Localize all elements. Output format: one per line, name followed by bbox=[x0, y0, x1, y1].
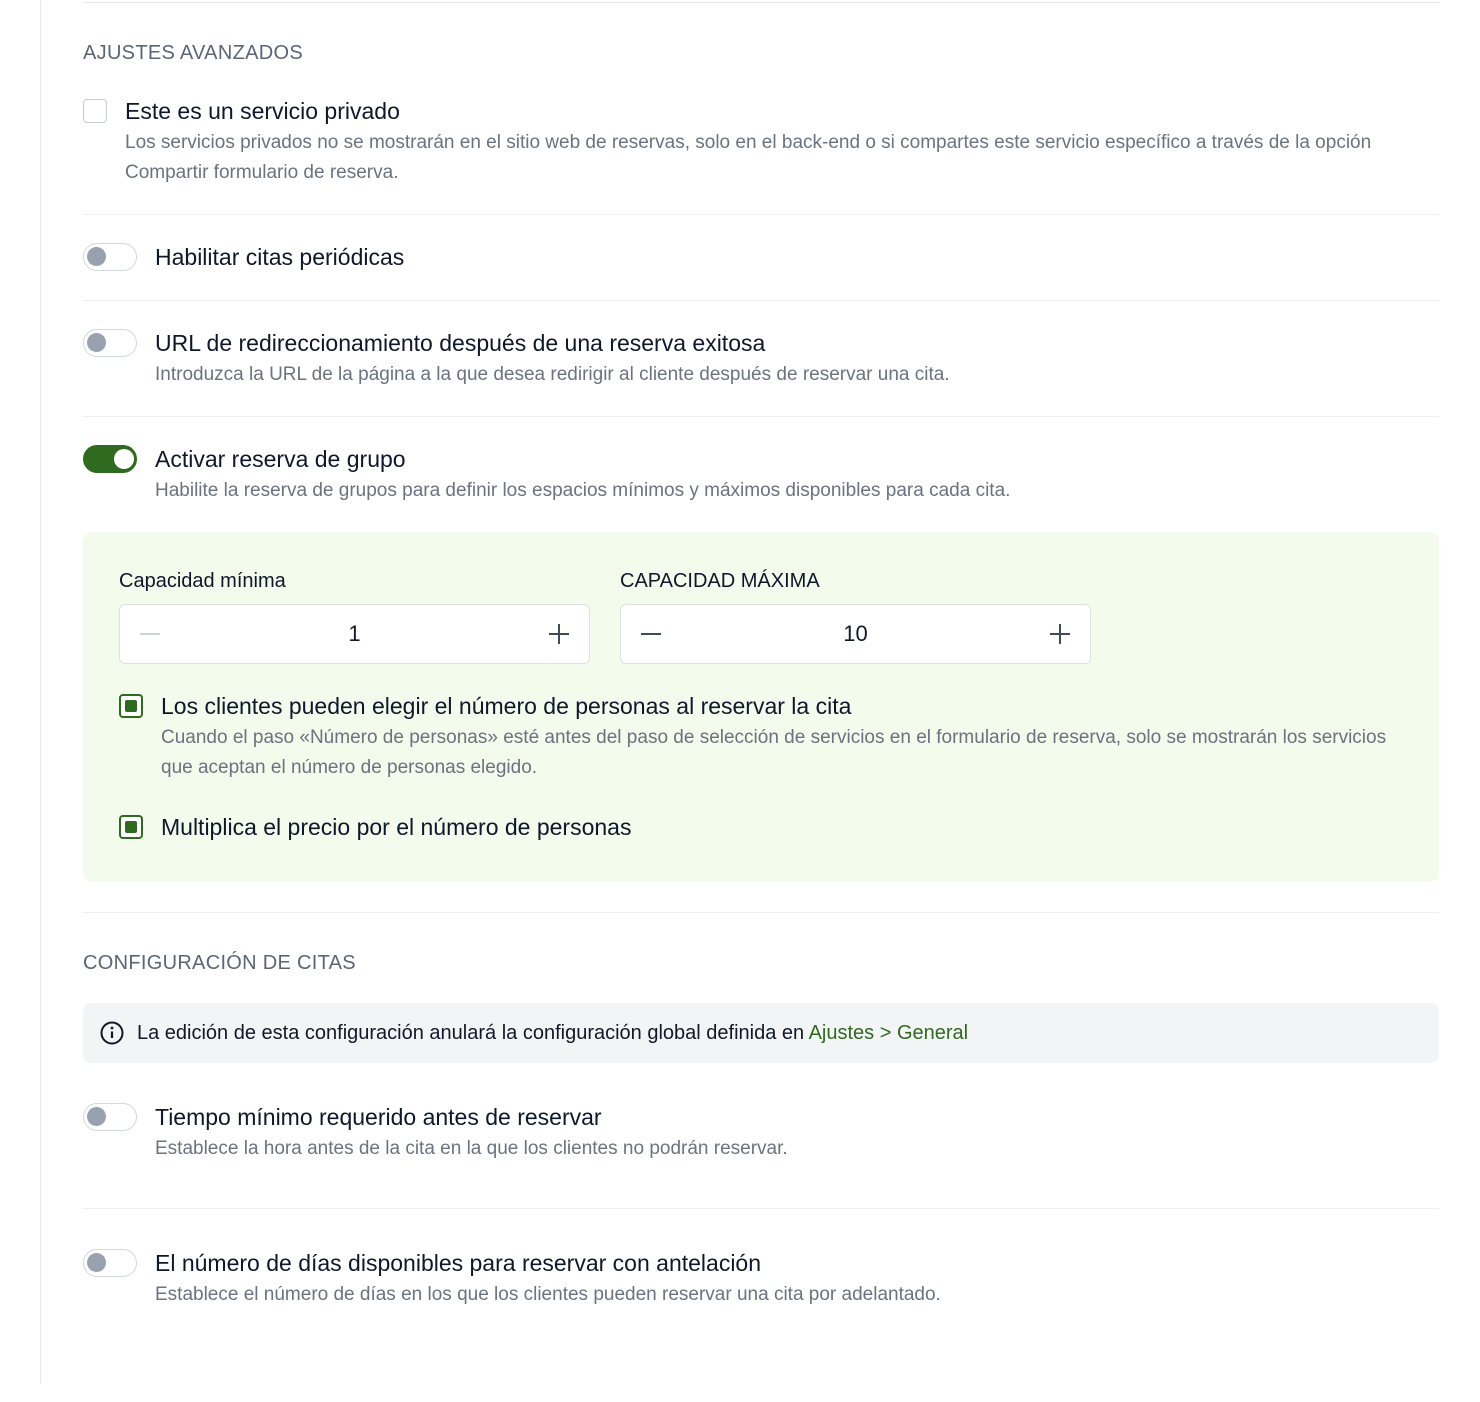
min-time-description: Establece la hora antes de la cita en la que los clientes no podrán reservar. bbox=[155, 1138, 788, 1159]
toggle-knob bbox=[87, 1107, 106, 1126]
appointment-settings-heading: CONFIGURACIÓN DE CITAS bbox=[83, 952, 356, 974]
divider bbox=[83, 300, 1439, 301]
min-capacity-stepper bbox=[119, 604, 590, 664]
min-time-toggle[interactable] bbox=[83, 1103, 137, 1131]
days-advance-toggle[interactable] bbox=[83, 1249, 137, 1277]
choose-persons-option bbox=[161, 692, 1401, 783]
group-booking-settings-panel bbox=[83, 532, 1439, 882]
minus-icon bbox=[640, 623, 662, 645]
group-booking-description: Habilite la reserva de grupos para definir los espacios mínimos y máximos disponibles para cada cita. bbox=[155, 480, 1011, 501]
choose-persons-title: Los clientes pueden elegir el número de personas al reservar la cita bbox=[161, 693, 852, 719]
days-advance-title: El número de días disponibles para reservar con antelación bbox=[155, 1250, 762, 1276]
group-booking-toggle[interactable] bbox=[83, 445, 137, 473]
toggle-knob bbox=[87, 333, 106, 352]
plus-icon bbox=[1049, 623, 1071, 645]
divider bbox=[83, 912, 1439, 913]
minus-icon bbox=[139, 623, 161, 645]
group-booking-title: Activar reserva de grupo bbox=[155, 446, 406, 472]
redirect-url-title: URL de redireccionamiento después de una reserva exitosa bbox=[155, 330, 766, 356]
redirect-url-description: Introduzca la URL de la página a la que desea redirigir al cliente después de reservar una cita. bbox=[155, 364, 950, 385]
max-capacity-label: CAPACIDAD MÁXIMA bbox=[620, 570, 820, 592]
max-capacity-stepper bbox=[620, 604, 1091, 664]
notice-message: La edición de esta configuración anulará la configuración global definida en bbox=[137, 1022, 809, 1044]
redirect-url-toggle[interactable] bbox=[83, 329, 137, 357]
top-divider bbox=[83, 2, 1439, 3]
min-capacity-decrement-button[interactable] bbox=[120, 605, 180, 663]
choose-persons-description: Cuando el paso «Número de personas» esté antes del paso de selección de servicios en el formulario de reserva, solo se mostrarán los servicios que aceptan el número de personas elegido. bbox=[161, 727, 1387, 778]
toggle-knob bbox=[87, 1253, 106, 1272]
choose-persons-checkbox[interactable] bbox=[119, 694, 143, 718]
left-divider bbox=[40, 0, 41, 1384]
min-capacity-increment-button[interactable] bbox=[529, 605, 589, 663]
toggle-knob bbox=[87, 247, 106, 266]
global-settings-notice bbox=[83, 1003, 1439, 1063]
info-icon bbox=[100, 1021, 124, 1045]
divider bbox=[83, 214, 1439, 215]
max-capacity-decrement-button[interactable] bbox=[621, 605, 681, 663]
recurring-appointments-toggle[interactable] bbox=[83, 243, 137, 271]
days-advance-description: Establece el número de días en los que los clientes pueden reservar una cita por adelantado. bbox=[155, 1284, 941, 1305]
redirect-url-option bbox=[155, 329, 1439, 390]
max-capacity-value[interactable]: 10 bbox=[843, 621, 868, 646]
private-service-option bbox=[125, 97, 1439, 188]
max-capacity-increment-button[interactable] bbox=[1030, 605, 1090, 663]
min-time-title: Tiempo mínimo requerido antes de reservar bbox=[155, 1104, 602, 1130]
notice-text bbox=[137, 1003, 968, 1063]
recurring-appointments-option bbox=[155, 243, 1439, 271]
plus-icon bbox=[548, 623, 570, 645]
multiply-price-option bbox=[161, 813, 1401, 841]
min-time-option bbox=[155, 1103, 1439, 1164]
private-service-checkbox[interactable] bbox=[83, 99, 107, 123]
toggle-knob bbox=[114, 449, 134, 469]
private-service-description: Los servicios privados no se mostrarán en el sitio web de reservas, solo en el back-end o si compartes este servicio específico a través de la opción Compartir formulario de reserva. bbox=[125, 132, 1372, 183]
private-service-title: Este es un servicio privado bbox=[125, 98, 400, 124]
divider bbox=[83, 416, 1439, 417]
group-booking-option bbox=[155, 445, 1439, 506]
days-advance-option bbox=[155, 1249, 1439, 1310]
multiply-price-title: Multiplica el precio por el número de personas bbox=[161, 814, 632, 840]
general-settings-link[interactable]: Ajustes > General bbox=[808, 1022, 969, 1044]
multiply-price-checkbox[interactable] bbox=[119, 815, 143, 839]
min-capacity-label: Capacidad mínima bbox=[119, 570, 286, 592]
min-capacity-value[interactable]: 1 bbox=[348, 621, 361, 646]
recurring-appointments-title: Habilitar citas periódicas bbox=[155, 244, 405, 270]
divider bbox=[83, 1208, 1439, 1209]
advanced-settings-heading: AJUSTES AVANZADOS bbox=[83, 42, 303, 64]
